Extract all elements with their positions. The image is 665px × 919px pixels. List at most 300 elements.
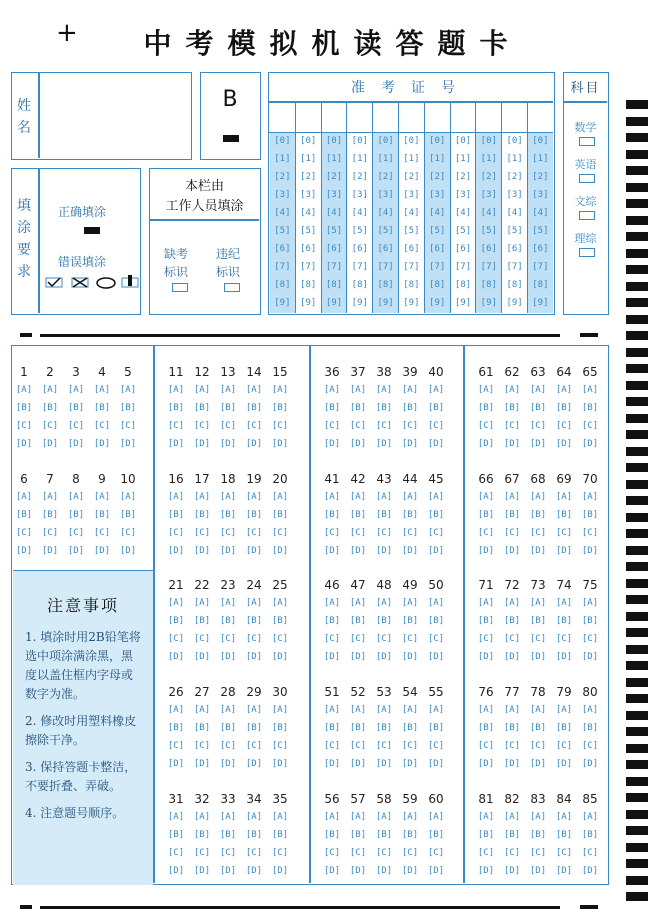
answer-bubble[interactable]: [A] <box>219 705 237 715</box>
answer-bubble[interactable]: [A] <box>271 705 289 715</box>
answer-bubble[interactable]: [A] <box>193 812 211 822</box>
answer-bubble[interactable]: [B] <box>529 830 547 840</box>
id-digit-bubble[interactable]: [7] <box>351 262 368 272</box>
answer-bubble[interactable]: [B] <box>245 616 263 626</box>
answer-bubble[interactable]: [D] <box>401 546 419 556</box>
id-digit-bubble[interactable]: [0] <box>506 136 523 146</box>
answer-bubble[interactable]: [A] <box>271 812 289 822</box>
id-digit-bubble[interactable]: [3] <box>300 190 317 200</box>
answer-bubble[interactable]: [D] <box>41 546 59 556</box>
answer-bubble[interactable]: [D] <box>271 759 289 769</box>
answer-bubble[interactable]: [B] <box>581 403 599 413</box>
answer-bubble[interactable]: [A] <box>193 705 211 715</box>
id-digit-bubble[interactable]: [2] <box>480 172 497 182</box>
answer-bubble[interactable]: [D] <box>349 439 367 449</box>
id-digit-bubble[interactable]: [5] <box>377 226 394 236</box>
answer-bubble[interactable]: [D] <box>323 652 341 662</box>
answer-bubble[interactable]: [C] <box>119 528 137 538</box>
answer-bubble[interactable]: [B] <box>375 723 393 733</box>
answer-bubble[interactable]: [D] <box>245 546 263 556</box>
answer-bubble[interactable]: [C] <box>427 528 445 538</box>
id-digit-bubble[interactable]: [4] <box>274 208 291 218</box>
answer-bubble[interactable]: [B] <box>119 510 137 520</box>
answer-bubble[interactable]: [A] <box>375 598 393 608</box>
answer-bubble[interactable]: [D] <box>219 546 237 556</box>
answer-bubble[interactable]: [A] <box>67 492 85 502</box>
answer-bubble[interactable]: [D] <box>529 759 547 769</box>
answer-bubble[interactable]: [A] <box>477 598 495 608</box>
answer-bubble[interactable]: [B] <box>323 830 341 840</box>
answer-bubble[interactable]: [A] <box>193 598 211 608</box>
answer-bubble[interactable]: [B] <box>323 403 341 413</box>
answer-bubble[interactable]: [A] <box>245 385 263 395</box>
answer-bubble[interactable]: [C] <box>401 848 419 858</box>
answer-bubble[interactable]: [C] <box>477 741 495 751</box>
answer-bubble[interactable]: [D] <box>427 439 445 449</box>
answer-bubble[interactable]: [D] <box>529 652 547 662</box>
id-digit-bubble[interactable]: [1] <box>325 154 343 164</box>
answer-bubble[interactable]: [D] <box>245 652 263 662</box>
id-digit-bubble[interactable]: [1] <box>300 154 317 164</box>
answer-bubble[interactable]: [B] <box>167 723 185 733</box>
answer-bubble[interactable]: [C] <box>555 421 573 431</box>
answer-bubble[interactable]: [C] <box>401 528 419 538</box>
answer-bubble[interactable]: [B] <box>67 510 85 520</box>
answer-bubble[interactable]: [D] <box>529 546 547 556</box>
answer-bubble[interactable]: [B] <box>375 830 393 840</box>
answer-bubble[interactable]: [C] <box>193 848 211 858</box>
answer-bubble[interactable]: [C] <box>427 634 445 644</box>
answer-bubble[interactable]: [A] <box>271 385 289 395</box>
id-digit-bubble[interactable]: [6] <box>300 244 317 254</box>
answer-bubble[interactable]: [B] <box>555 723 573 733</box>
answer-bubble[interactable]: [A] <box>401 385 419 395</box>
answer-bubble[interactable]: [B] <box>219 510 237 520</box>
id-digit-bubble[interactable]: [5] <box>429 226 446 236</box>
answer-bubble[interactable]: [B] <box>477 403 495 413</box>
answer-bubble[interactable]: [C] <box>167 741 185 751</box>
answer-bubble[interactable]: [A] <box>219 812 237 822</box>
answer-bubble[interactable]: [B] <box>529 616 547 626</box>
answer-bubble[interactable]: [C] <box>167 421 185 431</box>
answer-bubble[interactable]: [D] <box>323 866 341 876</box>
answer-bubble[interactable]: [B] <box>93 403 111 413</box>
id-digit-bubble[interactable]: [7] <box>429 262 446 272</box>
answer-bubble[interactable]: [A] <box>193 385 211 395</box>
answer-bubble[interactable]: [B] <box>349 830 367 840</box>
answer-bubble[interactable]: [C] <box>167 528 185 538</box>
answer-bubble[interactable]: [A] <box>323 812 341 822</box>
answer-bubble[interactable]: [A] <box>503 705 521 715</box>
answer-bubble[interactable]: [C] <box>529 421 547 431</box>
answer-bubble[interactable]: [B] <box>15 510 33 520</box>
answer-bubble[interactable]: [B] <box>167 510 185 520</box>
id-digit-bubble[interactable]: [9] <box>506 298 523 308</box>
answer-bubble[interactable]: [A] <box>41 385 59 395</box>
answer-bubble[interactable]: [A] <box>93 492 111 502</box>
id-digit-bubble[interactable]: [3] <box>506 190 523 200</box>
answer-bubble[interactable]: [A] <box>245 492 263 502</box>
answer-bubble[interactable]: [C] <box>193 421 211 431</box>
answer-bubble[interactable]: [A] <box>167 385 185 395</box>
id-digit-bubble[interactable]: [9] <box>532 298 549 308</box>
answer-bubble[interactable]: [D] <box>349 759 367 769</box>
answer-bubble[interactable]: [D] <box>349 546 367 556</box>
answer-bubble[interactable]: [D] <box>401 439 419 449</box>
id-digit-bubble[interactable]: [3] <box>377 190 394 200</box>
answer-bubble[interactable]: [A] <box>323 492 341 502</box>
answer-bubble[interactable]: [C] <box>15 421 33 431</box>
answer-bubble[interactable]: [D] <box>427 866 445 876</box>
answer-bubble[interactable]: [B] <box>581 723 599 733</box>
answer-bubble[interactable]: [D] <box>15 546 33 556</box>
id-digit-bubble[interactable]: [7] <box>454 262 472 272</box>
answer-bubble[interactable]: [C] <box>375 741 393 751</box>
answer-bubble[interactable]: [B] <box>245 403 263 413</box>
answer-bubble[interactable]: [D] <box>503 439 521 449</box>
id-digit-bubble[interactable]: [5] <box>351 226 368 236</box>
answer-bubble[interactable]: [C] <box>477 848 495 858</box>
id-digit-bubble[interactable]: [8] <box>377 280 394 290</box>
id-digit-bubble[interactable]: [5] <box>274 226 291 236</box>
answer-bubble[interactable]: [C] <box>349 634 367 644</box>
id-digit-bubble[interactable]: [9] <box>351 298 368 308</box>
answer-bubble[interactable]: [B] <box>245 830 263 840</box>
answer-bubble[interactable]: [C] <box>529 528 547 538</box>
answer-bubble[interactable]: [A] <box>349 385 367 395</box>
subject-bubble[interactable] <box>579 137 595 146</box>
id-digit-bubble[interactable]: [4] <box>532 208 549 218</box>
answer-bubble[interactable]: [B] <box>271 510 289 520</box>
answer-bubble[interactable]: [A] <box>219 598 237 608</box>
answer-bubble[interactable]: [D] <box>245 866 263 876</box>
answer-bubble[interactable]: [C] <box>67 421 85 431</box>
answer-bubble[interactable]: [A] <box>477 385 495 395</box>
answer-bubble[interactable]: [A] <box>119 385 137 395</box>
answer-bubble[interactable]: [A] <box>427 385 445 395</box>
answer-bubble[interactable]: [B] <box>555 616 573 626</box>
answer-bubble[interactable]: [C] <box>15 528 33 538</box>
answer-bubble[interactable]: [A] <box>41 492 59 502</box>
answer-bubble[interactable]: [C] <box>503 634 521 644</box>
answer-bubble[interactable]: [D] <box>529 866 547 876</box>
answer-bubble[interactable]: [B] <box>271 616 289 626</box>
answer-bubble[interactable]: [A] <box>427 598 445 608</box>
answer-bubble[interactable]: [A] <box>581 812 599 822</box>
answer-bubble[interactable]: [A] <box>349 598 367 608</box>
id-digit-bubble[interactable]: [2] <box>274 172 291 182</box>
id-digit-bubble[interactable]: [2] <box>377 172 394 182</box>
id-digit-bubble[interactable]: [5] <box>300 226 317 236</box>
id-digit-bubble[interactable]: [2] <box>351 172 368 182</box>
answer-bubble[interactable]: [D] <box>245 439 263 449</box>
answer-bubble[interactable]: [C] <box>271 634 289 644</box>
answer-bubble[interactable]: [D] <box>167 546 185 556</box>
id-digit-bubble[interactable]: [3] <box>351 190 368 200</box>
answer-bubble[interactable]: [C] <box>555 528 573 538</box>
id-digit-bubble[interactable]: [0] <box>429 136 446 146</box>
id-digit-bubble[interactable]: [8] <box>403 280 420 290</box>
answer-bubble[interactable]: [A] <box>581 492 599 502</box>
id-digit-bubble[interactable]: [0] <box>351 136 368 146</box>
id-digit-bubble[interactable]: [6] <box>274 244 291 254</box>
answer-bubble[interactable]: [C] <box>477 421 495 431</box>
answer-bubble[interactable]: [C] <box>503 421 521 431</box>
answer-bubble[interactable]: [D] <box>477 439 495 449</box>
answer-bubble[interactable]: [A] <box>427 812 445 822</box>
id-digit-bubble[interactable]: [8] <box>454 280 472 290</box>
answer-bubble[interactable]: [A] <box>477 492 495 502</box>
answer-bubble[interactable]: [A] <box>503 385 521 395</box>
id-digit-bubble[interactable]: [8] <box>480 280 497 290</box>
id-digit-bubble[interactable]: [6] <box>532 244 549 254</box>
answer-bubble[interactable]: [D] <box>503 546 521 556</box>
id-digit-bubble[interactable]: [9] <box>403 298 420 308</box>
id-digit-bubble[interactable]: [8] <box>506 280 523 290</box>
id-digit-bubble[interactable]: [4] <box>429 208 446 218</box>
subject-bubble[interactable] <box>579 248 595 257</box>
answer-bubble[interactable]: [B] <box>581 616 599 626</box>
id-digit-bubble[interactable]: [3] <box>325 190 343 200</box>
answer-bubble[interactable]: [B] <box>219 403 237 413</box>
answer-bubble[interactable]: [B] <box>477 510 495 520</box>
answer-bubble[interactable]: [A] <box>401 598 419 608</box>
answer-bubble[interactable]: [B] <box>193 510 211 520</box>
answer-bubble[interactable]: [C] <box>323 634 341 644</box>
answer-bubble[interactable]: [C] <box>503 741 521 751</box>
answer-bubble[interactable]: [A] <box>271 598 289 608</box>
answer-bubble[interactable]: [B] <box>529 510 547 520</box>
answer-bubble[interactable]: [C] <box>375 421 393 431</box>
answer-bubble[interactable]: [D] <box>15 439 33 449</box>
answer-bubble[interactable]: [C] <box>41 421 59 431</box>
answer-bubble[interactable]: [C] <box>581 741 599 751</box>
answer-bubble[interactable]: [C] <box>349 741 367 751</box>
answer-bubble[interactable]: [C] <box>529 634 547 644</box>
answer-bubble[interactable]: [B] <box>167 616 185 626</box>
id-digit-bubble[interactable]: [4] <box>403 208 420 218</box>
answer-bubble[interactable]: [B] <box>193 403 211 413</box>
answer-bubble[interactable]: [D] <box>529 439 547 449</box>
answer-bubble[interactable]: [D] <box>349 866 367 876</box>
answer-bubble[interactable]: [D] <box>219 439 237 449</box>
answer-bubble[interactable]: [A] <box>167 598 185 608</box>
answer-bubble[interactable]: [C] <box>323 848 341 858</box>
answer-bubble[interactable]: [B] <box>427 830 445 840</box>
answer-bubble[interactable]: [B] <box>323 723 341 733</box>
answer-bubble[interactable]: [D] <box>93 439 111 449</box>
answer-bubble[interactable]: [B] <box>245 510 263 520</box>
answer-bubble[interactable]: [B] <box>119 403 137 413</box>
name-box[interactable] <box>11 72 192 160</box>
id-digit-bubble[interactable]: [2] <box>403 172 420 182</box>
answer-bubble[interactable]: [C] <box>219 848 237 858</box>
id-digit-bubble[interactable]: [5] <box>506 226 523 236</box>
answer-bubble[interactable]: [B] <box>41 510 59 520</box>
answer-bubble[interactable]: [C] <box>375 634 393 644</box>
absent-mark-box[interactable] <box>172 283 188 292</box>
answer-bubble[interactable]: [B] <box>349 616 367 626</box>
answer-bubble[interactable]: [D] <box>271 546 289 556</box>
answer-bubble[interactable]: [C] <box>555 848 573 858</box>
answer-bubble[interactable]: [B] <box>375 616 393 626</box>
answer-bubble[interactable]: [D] <box>555 546 573 556</box>
answer-bubble[interactable]: [B] <box>401 616 419 626</box>
answer-bubble[interactable]: [D] <box>219 652 237 662</box>
answer-bubble[interactable]: [A] <box>245 598 263 608</box>
answer-bubble[interactable]: [A] <box>119 492 137 502</box>
answer-bubble[interactable]: [B] <box>93 510 111 520</box>
id-digit-bubble[interactable]: [4] <box>325 208 343 218</box>
id-digit-bubble[interactable]: [7] <box>403 262 420 272</box>
id-digit-bubble[interactable]: [3] <box>454 190 472 200</box>
id-digit-bubble[interactable]: [4] <box>506 208 523 218</box>
answer-bubble[interactable]: [A] <box>271 492 289 502</box>
id-digit-bubble[interactable]: [8] <box>532 280 549 290</box>
answer-bubble[interactable]: [C] <box>193 528 211 538</box>
answer-bubble[interactable]: [B] <box>15 403 33 413</box>
answer-bubble[interactable]: [C] <box>477 528 495 538</box>
id-digit-bubble[interactable]: [2] <box>429 172 446 182</box>
answer-bubble[interactable]: [C] <box>427 848 445 858</box>
id-digit-bubble[interactable]: [0] <box>325 136 343 146</box>
id-digit-bubble[interactable]: [6] <box>351 244 368 254</box>
answer-bubble[interactable]: [A] <box>529 812 547 822</box>
answer-bubble[interactable]: [B] <box>219 616 237 626</box>
answer-bubble[interactable]: [D] <box>271 866 289 876</box>
answer-bubble[interactable]: [A] <box>375 812 393 822</box>
answer-bubble[interactable]: [C] <box>427 741 445 751</box>
answer-bubble[interactable]: [D] <box>219 759 237 769</box>
subject-bubble[interactable] <box>579 211 595 220</box>
id-digit-bubble[interactable]: [9] <box>429 298 446 308</box>
id-digit-bubble[interactable]: [9] <box>377 298 394 308</box>
answer-bubble[interactable]: [A] <box>503 812 521 822</box>
answer-bubble[interactable]: [C] <box>529 848 547 858</box>
answer-bubble[interactable]: [C] <box>581 528 599 538</box>
answer-bubble[interactable]: [D] <box>555 439 573 449</box>
answer-bubble[interactable]: [B] <box>477 723 495 733</box>
answer-bubble[interactable]: [D] <box>555 759 573 769</box>
answer-bubble[interactable]: [B] <box>193 616 211 626</box>
id-digit-bubble[interactable]: [8] <box>351 280 368 290</box>
answer-bubble[interactable]: [D] <box>401 866 419 876</box>
answer-bubble[interactable]: [C] <box>245 421 263 431</box>
id-digit-bubble[interactable]: [9] <box>300 298 317 308</box>
id-digit-bubble[interactable]: [0] <box>480 136 497 146</box>
id-digit-bubble[interactable]: [7] <box>325 262 343 272</box>
answer-bubble[interactable]: [B] <box>581 830 599 840</box>
answer-bubble[interactable]: [D] <box>581 866 599 876</box>
id-digit-bubble[interactable]: [5] <box>403 226 420 236</box>
answer-bubble[interactable]: [D] <box>67 546 85 556</box>
id-digit-bubble[interactable]: [6] <box>377 244 394 254</box>
answer-bubble[interactable]: [B] <box>401 403 419 413</box>
answer-bubble[interactable]: [D] <box>375 439 393 449</box>
violation-mark-box[interactable] <box>224 283 240 292</box>
answer-bubble[interactable]: [B] <box>375 403 393 413</box>
answer-bubble[interactable]: [C] <box>375 528 393 538</box>
answer-bubble[interactable]: [C] <box>219 741 237 751</box>
answer-bubble[interactable]: [B] <box>503 510 521 520</box>
answer-bubble[interactable]: [C] <box>555 634 573 644</box>
answer-bubble[interactable]: [D] <box>349 652 367 662</box>
answer-bubble[interactable]: [D] <box>167 759 185 769</box>
answer-bubble[interactable]: [C] <box>219 421 237 431</box>
id-digit-bubble[interactable]: [4] <box>454 208 472 218</box>
id-digit-bubble[interactable]: [6] <box>325 244 343 254</box>
id-digit-bubble[interactable]: [3] <box>480 190 497 200</box>
answer-bubble[interactable]: [B] <box>401 510 419 520</box>
id-digit-bubble[interactable]: [8] <box>300 280 317 290</box>
answer-bubble[interactable]: [A] <box>401 705 419 715</box>
answer-bubble[interactable]: [A] <box>167 812 185 822</box>
answer-bubble[interactable]: [D] <box>503 866 521 876</box>
answer-bubble[interactable]: [C] <box>219 528 237 538</box>
answer-bubble[interactable]: [B] <box>219 830 237 840</box>
answer-bubble[interactable]: [A] <box>15 492 33 502</box>
id-digit-bubble[interactable]: [0] <box>532 136 549 146</box>
id-digit-bubble[interactable]: [1] <box>454 154 472 164</box>
id-digit-bubble[interactable]: [6] <box>480 244 497 254</box>
answer-bubble[interactable]: [B] <box>271 723 289 733</box>
answer-bubble[interactable]: [A] <box>193 492 211 502</box>
answer-bubble[interactable]: [B] <box>193 830 211 840</box>
answer-bubble[interactable]: [D] <box>477 866 495 876</box>
subject-bubble[interactable] <box>579 174 595 183</box>
answer-bubble[interactable]: [B] <box>349 723 367 733</box>
answer-bubble[interactable]: [B] <box>427 510 445 520</box>
answer-bubble[interactable]: [A] <box>581 705 599 715</box>
id-digit-bubble[interactable]: [7] <box>480 262 497 272</box>
answer-bubble[interactable]: [D] <box>193 759 211 769</box>
answer-bubble[interactable]: [C] <box>245 634 263 644</box>
answer-bubble[interactable]: [A] <box>503 492 521 502</box>
id-digit-bubble[interactable]: [0] <box>403 136 420 146</box>
answer-bubble[interactable]: [D] <box>193 546 211 556</box>
id-digit-bubble[interactable]: [4] <box>480 208 497 218</box>
answer-bubble[interactable]: [C] <box>349 421 367 431</box>
answer-bubble[interactable]: [D] <box>401 652 419 662</box>
answer-bubble[interactable]: [D] <box>427 546 445 556</box>
answer-bubble[interactable]: [C] <box>375 848 393 858</box>
answer-bubble[interactable]: [D] <box>93 546 111 556</box>
answer-bubble[interactable]: [D] <box>581 652 599 662</box>
answer-bubble[interactable]: [B] <box>271 830 289 840</box>
answer-bubble[interactable]: [B] <box>427 723 445 733</box>
answer-bubble[interactable]: [C] <box>219 634 237 644</box>
answer-bubble[interactable]: [C] <box>271 741 289 751</box>
answer-bubble[interactable]: [D] <box>477 652 495 662</box>
answer-bubble[interactable]: [C] <box>271 848 289 858</box>
answer-bubble[interactable]: [D] <box>375 652 393 662</box>
answer-bubble[interactable]: [C] <box>67 528 85 538</box>
answer-bubble[interactable]: [A] <box>477 812 495 822</box>
answer-bubble[interactable]: [C] <box>401 741 419 751</box>
id-digit-bubble[interactable]: [8] <box>325 280 343 290</box>
answer-bubble[interactable]: [B] <box>555 830 573 840</box>
answer-bubble[interactable]: [C] <box>581 634 599 644</box>
answer-bubble[interactable]: [A] <box>581 385 599 395</box>
answer-bubble[interactable]: [C] <box>167 634 185 644</box>
answer-bubble[interactable]: [C] <box>581 421 599 431</box>
id-digit-bubble[interactable]: [9] <box>480 298 497 308</box>
answer-bubble[interactable]: [B] <box>503 830 521 840</box>
answer-bubble[interactable]: [B] <box>323 616 341 626</box>
answer-bubble[interactable]: [A] <box>427 705 445 715</box>
answer-bubble[interactable]: [B] <box>581 510 599 520</box>
answer-bubble[interactable]: [C] <box>193 634 211 644</box>
